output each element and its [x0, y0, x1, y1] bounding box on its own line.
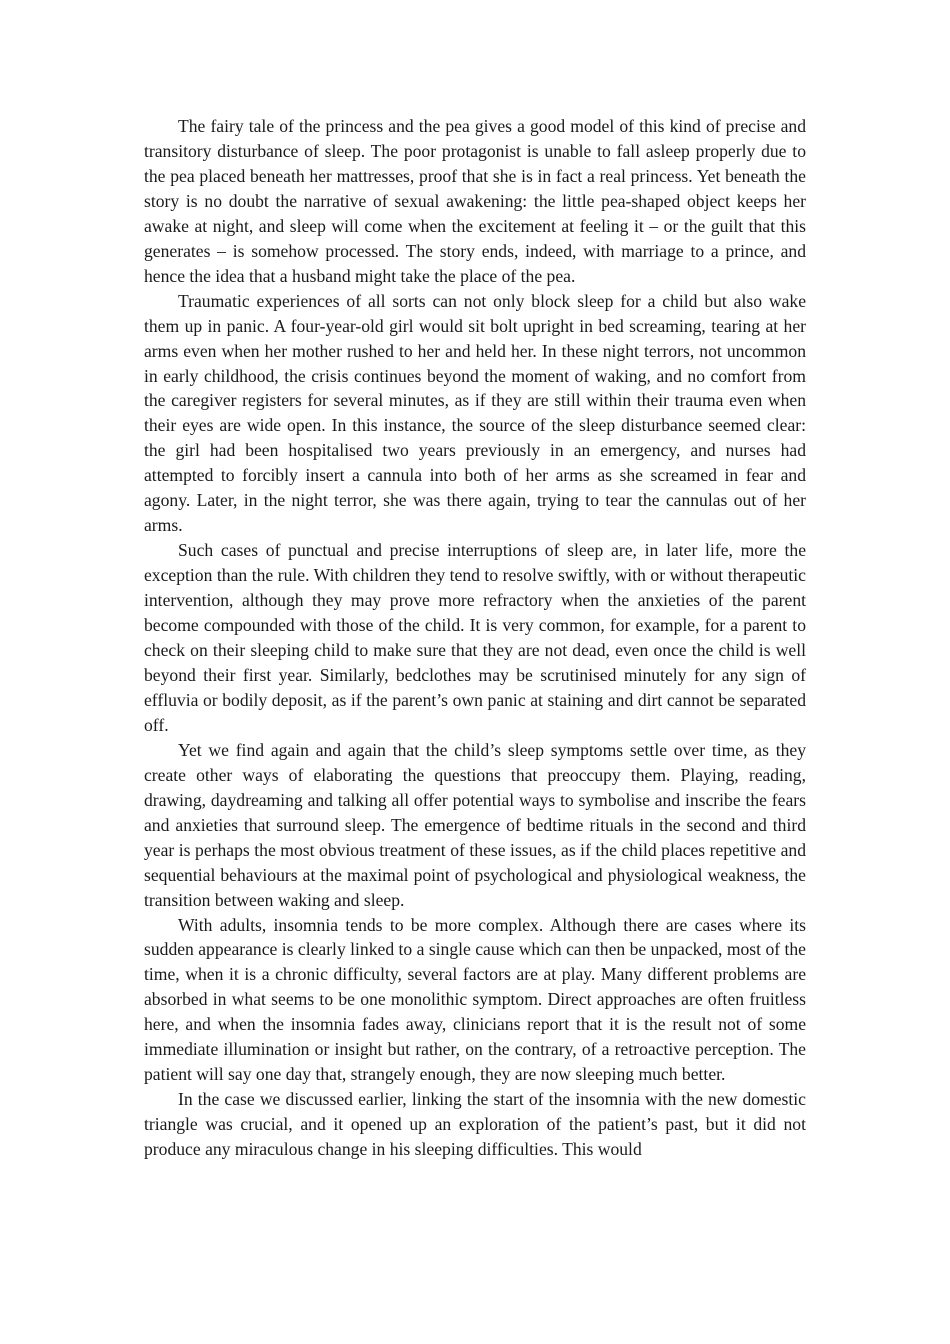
paragraph-4: Yet we find again and again that the child’s sleep symptoms settle over time, as they create other ways of elaborating the questions that preoccupy them. Playing, reading, drawing, daydreaming and talking all offer potential ways to symbolise and inscribe the fears and anxieties that surround sleep. The emergence of bedtime rituals in the second and third year is perhaps the most obvious treatment of these issues, as if the child places repetitive and sequential behaviours at the maximal point of psychological and physiological weakness, the transition between waking and sleep.	[144, 739, 806, 910]
paragraph-3: Such cases of punctual and precise interruptions of sleep are, in later life, more the exception than the rule. With children they tend to resolve swiftly, with or without therapeutic intervention, although they may prove more refractory when the anxieties of the parent become compounded with those of the child. It is very common, for example, for a parent to check on their sleeping child to make sure that they are not dead, even once the child is well beyond their first year. Similarly, bedclothes may be scrutinised minutely for any sign of effluvia or bodily deposit, as if the parent’s own panic at staining and dirt cannot be separated off.	[144, 540, 806, 735]
paragraph-5: With adults, insomnia tends to be more complex. Although there are cases where its sudden appearance is clearly linked to a single cause which can then be unpacked, most of the time, when it is a chronic difficulty, several factors are at play. Many different problems are absorbed in what seems to be one monolithic symptom. Direct approaches are often fruitless here, and when the insomnia fades away, clinicians report that it is the result not of some immediate illumination or insight but rather, on the contrary, of a retroactive perception. The patient will say one day that, strangely enough, they are now sleeping much better.	[144, 914, 806, 1085]
paragraph-6: In the case we discussed earlier, linking the start of the insomnia with the new domestic triangle was crucial, and it opened up an exploration of the patient’s past, but it did not produce any miraculous change in his sleeping difficulties. This would	[144, 1089, 806, 1160]
paragraph-1: The fairy tale of the princess and the pea gives a good model of this kind of precise and transitory disturbance of sleep. The poor protagonist is unable to fall asleep properly due to the pea placed beneath her mattresses, proof that she is in fact a real princess. Yet beneath the story is no doubt the narrative of sexual awakening: the little pea-shaped object keeps her awake at night, and sleep will come when the excitement at feeling it – or the guilt that this generates – is somehow processed. The story ends, indeed, with marriage to a prince, and hence the idea that a husband might take the place of the pea.	[144, 116, 806, 286]
paragraph-2: Traumatic experiences of all sorts can not only block sleep for a child but also wake them up in panic. A four-year-old girl would sit bolt upright in bed screaming, tearing at her arms even when her mother rushed to her and held her. In these night terrors, not uncommon in early childhood, the crisis continues beyond the moment of waking, and no comfort from the caregiver registers for several minutes, as if they are still within their trauma even when their eyes are wide open. In this instance, the source of the sleep disturbance seemed clear: the girl had been hospitalised two years previously in an emergency, and nurses had attempted to forcibly insert a cannula into both of her arms as she screamed in fear and agony. Later, in the night terror, she was there again, trying to tear the cannulas out of her arms.	[144, 290, 806, 536]
body-text	[144, 114, 806, 1162]
